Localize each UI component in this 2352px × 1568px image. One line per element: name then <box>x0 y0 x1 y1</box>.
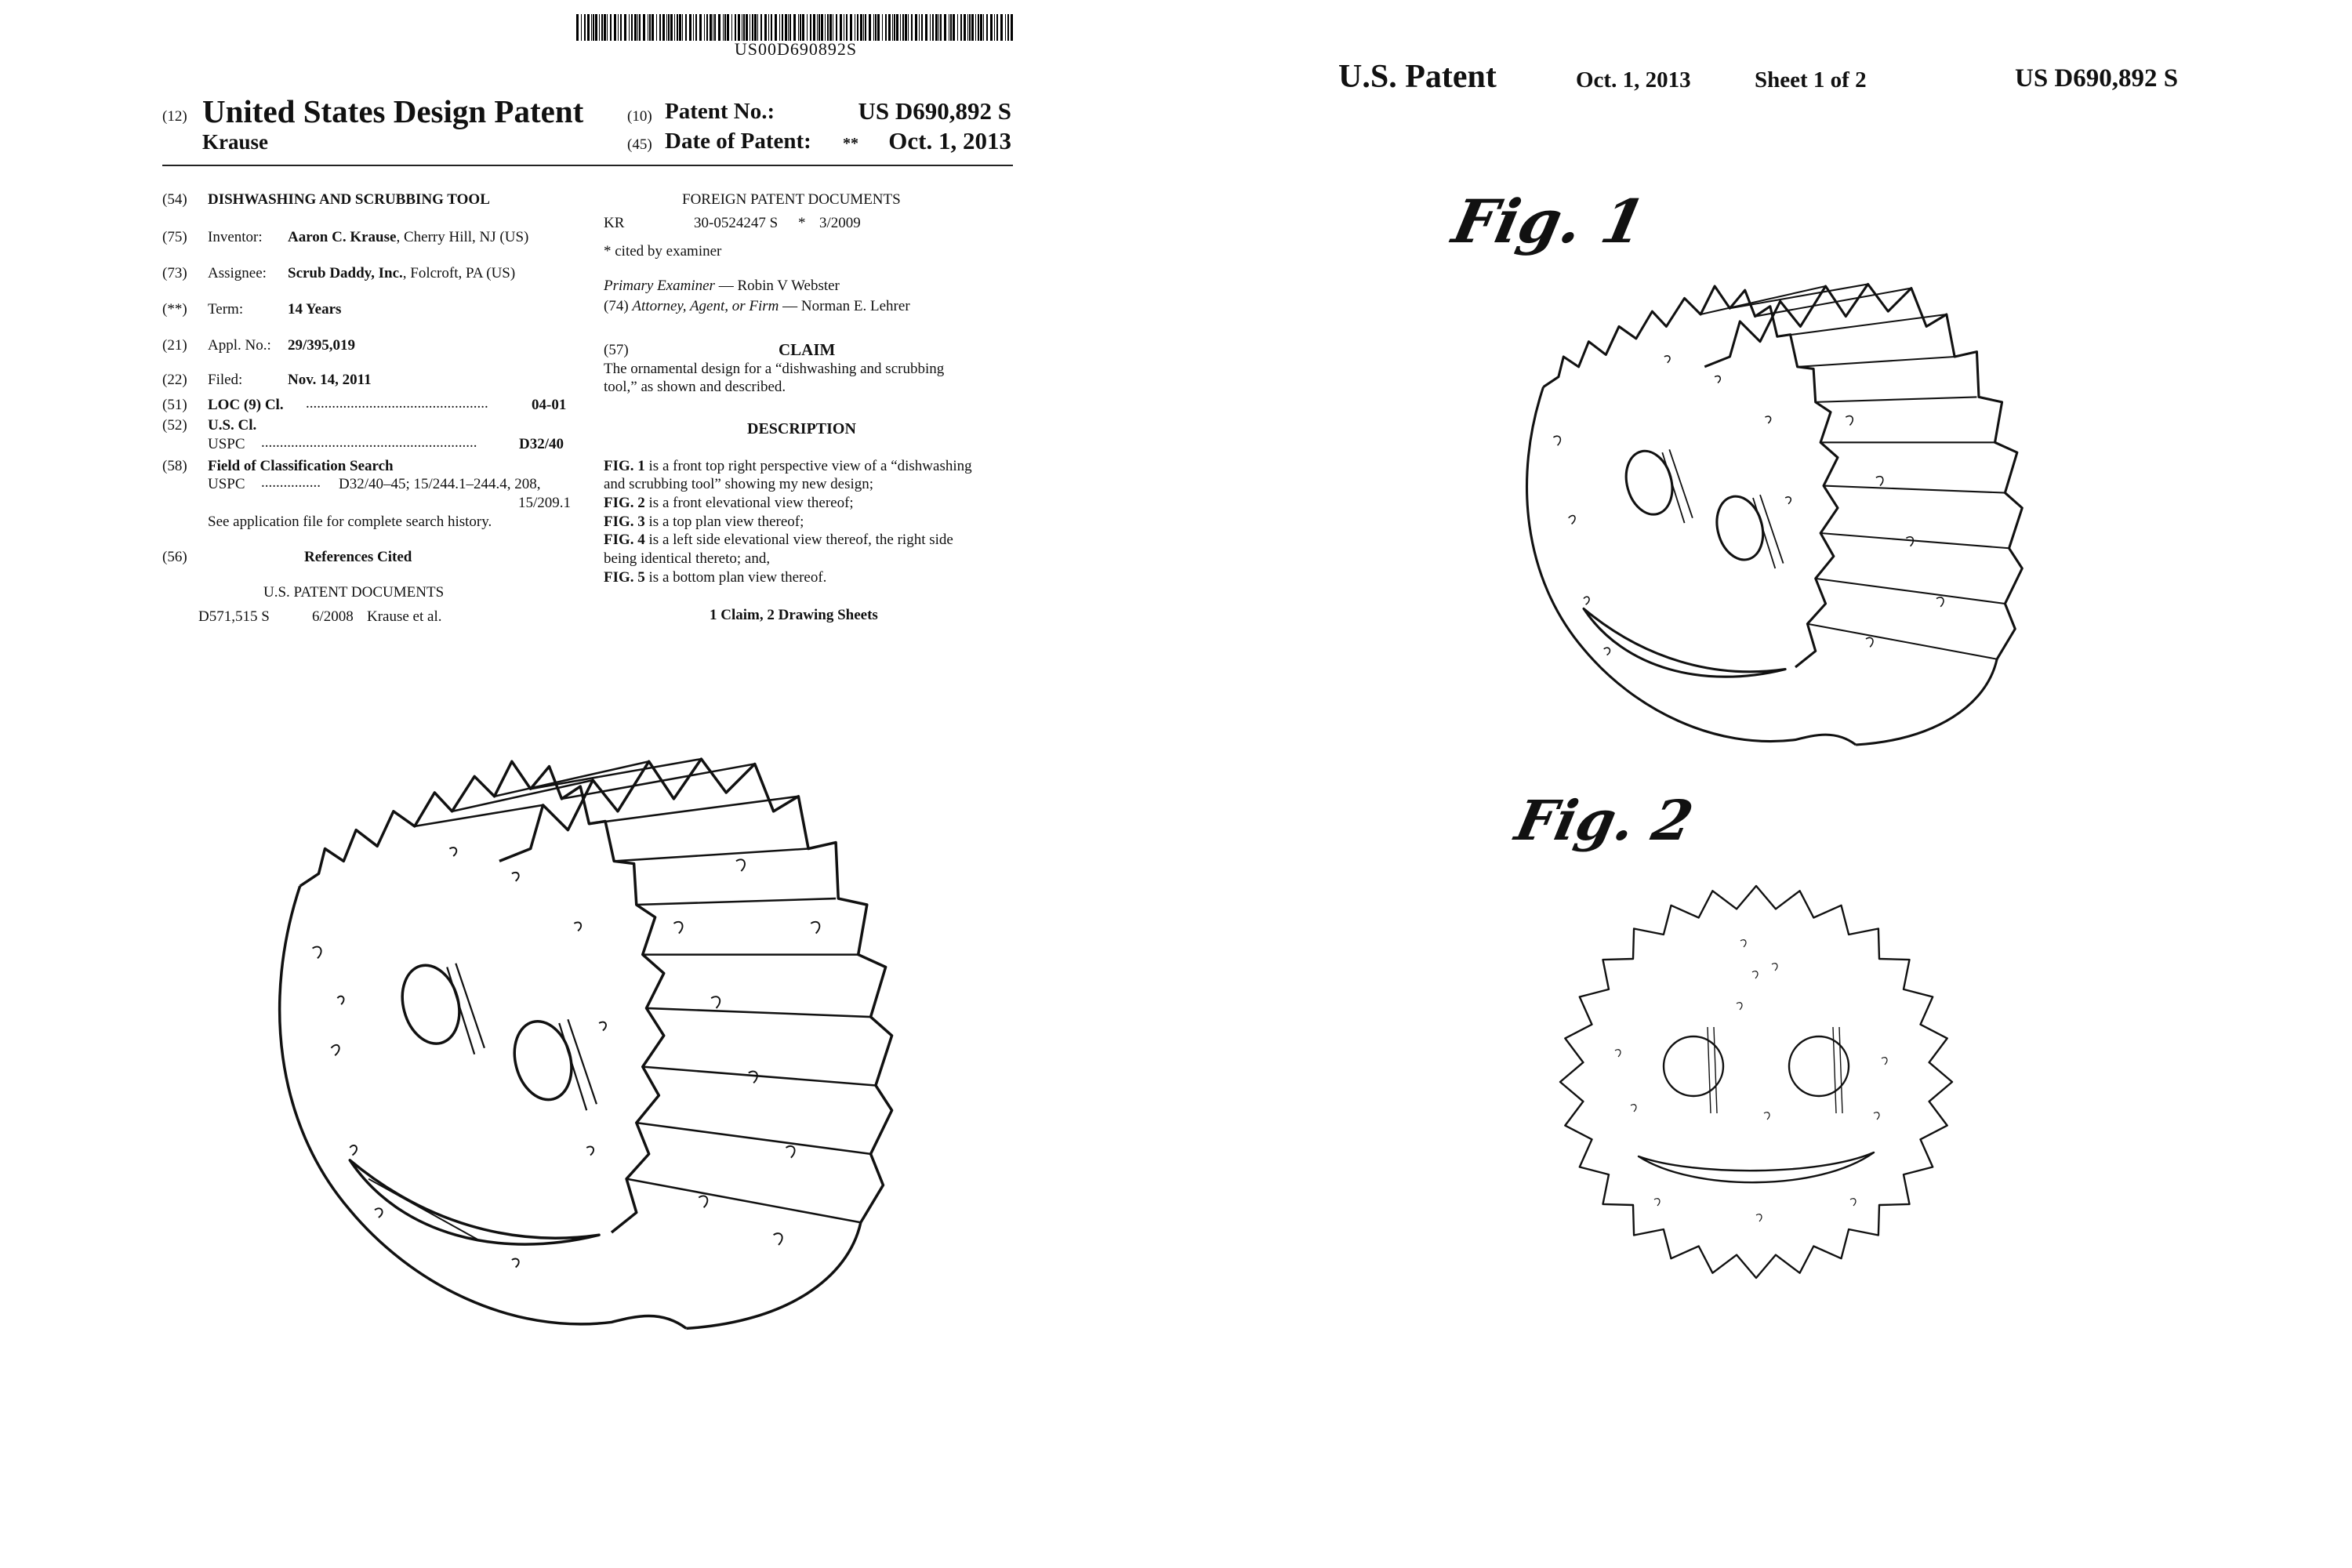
desc-line-3 <box>604 495 854 512</box>
loc-leader-dots: ................................................. <box>306 395 488 412</box>
assignee-label: Assignee: <box>208 265 267 281</box>
header-rule <box>162 165 1013 166</box>
foreign-doc-date: 3/2009 <box>819 215 861 231</box>
term-label: Term: <box>208 301 244 318</box>
us-cl-label: U.S. Cl. <box>208 417 257 434</box>
desc-line-6 <box>604 550 770 568</box>
sheet-date: Oct. 1, 2013 <box>1576 67 1691 93</box>
fig-1-perspective-drawing <box>1513 212 2078 784</box>
inid-code-51: (51) <box>162 397 187 413</box>
inid-code-52: (52) <box>162 417 187 434</box>
fig-2-front-drawing <box>1537 855 1976 1294</box>
patent-number-label: Patent No.: <box>665 99 775 124</box>
attorney-label: Attorney, Agent, or Firm <box>632 298 779 314</box>
filed-value: Nov. 14, 2011 <box>288 372 372 388</box>
appl-no-label: Appl. No.: <box>208 337 271 354</box>
desc-fig-ref: FIG. 5 <box>604 569 645 586</box>
claim-heading: CLAIM <box>779 340 836 359</box>
inid-code-45: (45) <box>627 136 652 153</box>
field-search-value: D32/40–45; 15/244.1–244.4, 208, <box>339 476 541 492</box>
field-search-value-2: 15/209.1 <box>517 495 571 511</box>
inid-code-75: (75) <box>162 229 187 245</box>
field-search-uspc: USPC <box>208 476 245 492</box>
us-doc-number: D571,515 S <box>198 608 270 625</box>
claim-text-1: The ornamental design for a “dishwashing and scrubbing <box>604 361 945 377</box>
sponge-outline <box>1560 886 1952 1278</box>
us-cl-uspc: USPC <box>208 436 245 452</box>
desc-line-2 <box>604 476 873 493</box>
inventor-value <box>288 229 528 246</box>
inventor-name: Aaron C. Krause <box>288 229 397 245</box>
term-marker: ** <box>843 135 858 152</box>
patent-number: US D690,892 S <box>858 97 1011 125</box>
date-of-patent-label: Date of Patent: <box>665 129 811 154</box>
foreign-doc-star: * <box>798 215 806 231</box>
inventor-location: , Cherry Hill, NJ (US) <box>396 229 529 245</box>
us-doc-date: 6/2008 <box>312 608 354 625</box>
assignee-value <box>288 265 515 282</box>
loc-label: LOC (9) Cl. <box>208 397 284 413</box>
filed-label: Filed: <box>208 372 243 388</box>
foreign-doc-country: KR <box>604 215 625 231</box>
field-search-label: Field of Classification Search <box>208 458 394 474</box>
desc-text: and scrubbing tool” showing my new design; <box>604 476 874 492</box>
primary-examiner-label: Primary Examiner <box>604 278 715 294</box>
primary-examiner <box>604 278 840 295</box>
sheet-label: U.S. Patent <box>1338 59 1497 95</box>
inid-code-58: (58) <box>162 458 187 474</box>
desc-text: being identical thereto; and, <box>604 550 771 567</box>
assignee-name: Scrub Daddy, Inc. <box>288 265 403 281</box>
attorney-agent <box>604 298 910 315</box>
inventor-surname: Krause <box>202 130 268 154</box>
us-patent-docs-heading: U.S. PATENT DOCUMENTS <box>263 584 445 601</box>
barcode <box>576 14 1015 41</box>
cited-by-examiner: * cited by examiner <box>604 243 722 260</box>
inid-code-74: (74) <box>604 298 629 314</box>
desc-text: is a left side elevational view thereof, the right side <box>644 532 953 548</box>
desc-line-7 <box>604 569 826 586</box>
inid-code-12: (12) <box>162 108 187 125</box>
fig-2-label: Fig. 2 <box>1510 788 1699 853</box>
inid-code-73: (73) <box>162 265 187 281</box>
inventor-label: Inventor: <box>208 229 263 245</box>
smile-mouth <box>1639 1152 1874 1182</box>
references-cited-heading: References Cited <box>304 549 412 565</box>
claim-text-2: tool,” as shown and described. <box>604 379 786 395</box>
assignee-location: , Folcroft, PA (US) <box>402 265 516 281</box>
appl-no-value: 29/395,019 <box>288 337 356 354</box>
us-cl-leader-dots: .......................................................... <box>261 434 477 451</box>
desc-fig-ref: FIG. 1 <box>604 458 645 474</box>
sheet-patent-number: US D690,892 S <box>2015 64 2179 93</box>
desc-text: is a front elevational view thereof; <box>644 495 854 511</box>
desc-text: is a top plan view thereof; <box>644 514 804 530</box>
desc-line-5 <box>604 532 953 549</box>
primary-examiner-name: — Robin V Webster <box>714 278 840 294</box>
foreign-docs-heading: FOREIGN PATENT DOCUMENTS <box>682 191 901 208</box>
inid-code-22: (22) <box>162 372 187 388</box>
inid-code-54: (54) <box>162 191 187 208</box>
desc-fig-ref: FIG. 2 <box>604 495 645 511</box>
sheet-number: Sheet 1 of 2 <box>1755 67 1867 93</box>
inid-code-21: (21) <box>162 337 187 354</box>
date-of-patent: Oct. 1, 2013 <box>888 127 1011 154</box>
description-heading: DESCRIPTION <box>747 420 856 437</box>
us-cl-value: D32/40 <box>519 436 564 452</box>
attorney-name: — Norman E. Lehrer <box>779 298 910 314</box>
search-history-note: See application file for complete search history. <box>208 514 492 530</box>
patent-type-title: United States Design Patent <box>202 93 584 129</box>
desc-text: is a front top right perspective view of a “dishwashing <box>644 458 972 474</box>
field-search-dots: ................ <box>261 474 321 491</box>
loc-value: 04-01 <box>532 397 567 413</box>
inid-code-57: (57) <box>604 342 629 358</box>
desc-fig-ref: FIG. 3 <box>604 514 645 530</box>
front-page-drawing <box>263 674 960 1372</box>
design-title: DISHWASHING AND SCRUBBING TOOL <box>208 191 490 208</box>
desc-text: is a bottom plan view thereof. <box>644 569 827 586</box>
foreign-doc-number: 30-0524247 S <box>694 215 779 231</box>
desc-line-4 <box>604 514 804 531</box>
inid-code-10: (10) <box>627 108 652 125</box>
us-doc-name: Krause et al. <box>367 608 442 625</box>
barcode-number: US00D690892S <box>734 39 858 59</box>
claims-summary: 1 Claim, 2 Drawing Sheets <box>710 607 878 623</box>
inid-code-56: (56) <box>162 549 187 565</box>
desc-line-1 <box>604 458 972 475</box>
fig-1-label: Fig. 1 <box>1446 187 1652 256</box>
term-value: 14 Years <box>288 301 342 318</box>
inid-code-term: (**) <box>162 301 187 318</box>
desc-fig-ref: FIG. 4 <box>604 532 645 548</box>
